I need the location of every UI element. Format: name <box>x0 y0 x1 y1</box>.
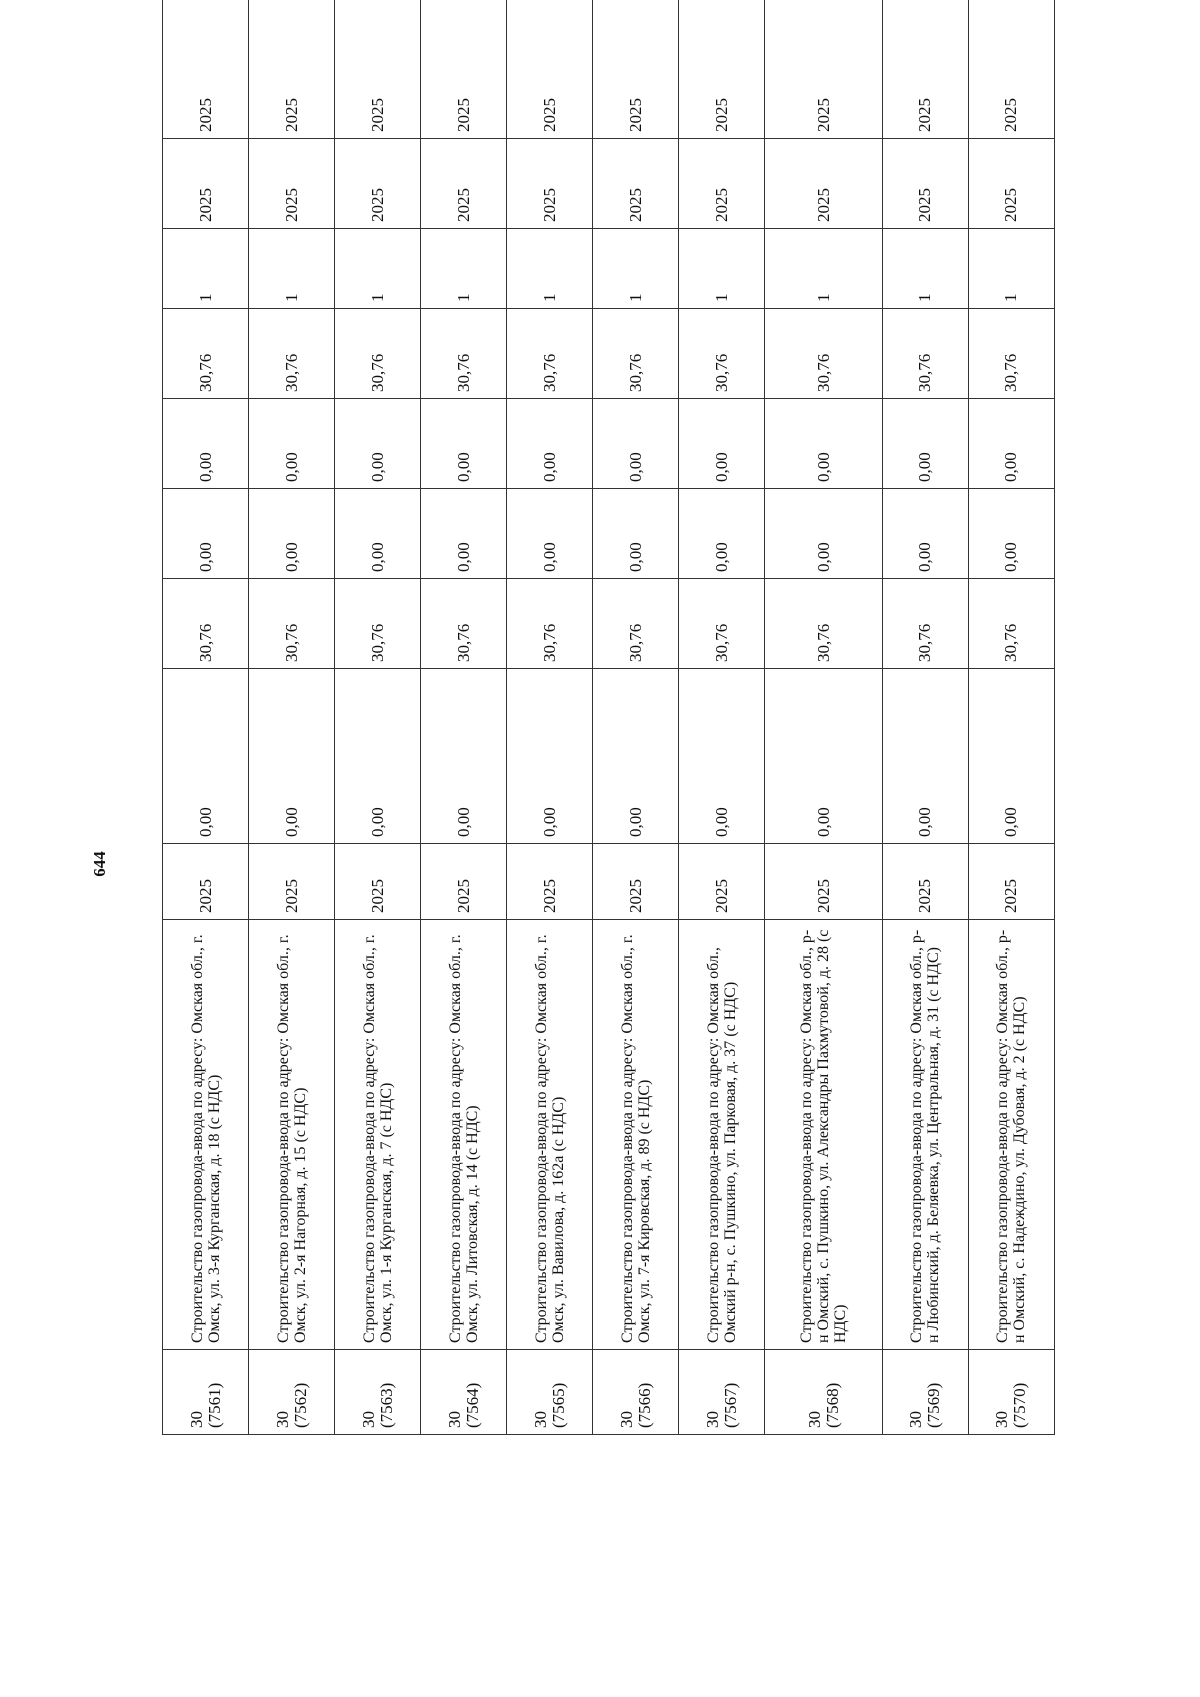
cell-qty: 1 <box>421 229 507 309</box>
cell-v4: 0,00 <box>882 399 968 489</box>
cell-qty: 1 <box>593 229 679 309</box>
cell-v3: 0,00 <box>593 489 679 579</box>
table-row <box>421 0 507 1435</box>
cell-year3: 2025 <box>507 0 593 139</box>
row-number-cell <box>765 1350 883 1435</box>
cell-v1: 0,00 <box>335 669 421 844</box>
cell-year1: 2025 <box>882 844 968 920</box>
table-row <box>679 0 765 1435</box>
cell-v3: 0,00 <box>765 489 883 579</box>
cell-name: Строительство газопровода-ввода по адресу: Омская обл., Омский р-н, с. Пушкино, ул. Парковая, д. 37 (с НДС) <box>679 920 765 1350</box>
cell-v4: 0,00 <box>163 399 249 489</box>
cell-v5: 30,76 <box>421 309 507 399</box>
cell-v1: 0,00 <box>249 669 335 844</box>
table-row <box>507 0 593 1435</box>
row-number: 30 <box>702 1411 722 1428</box>
cell-year3: 2025 <box>163 0 249 139</box>
cell-v2: 30,76 <box>765 579 883 669</box>
row-number-cell <box>593 1350 679 1435</box>
cell-v4: 0,00 <box>968 399 1054 489</box>
cell-qty: 1 <box>679 229 765 309</box>
cell-v5: 30,76 <box>593 309 679 399</box>
cell-v3: 0,00 <box>882 489 968 579</box>
row-number: 30 <box>992 1411 1012 1428</box>
cell-year2: 2025 <box>163 139 249 229</box>
table-body <box>163 0 1055 1435</box>
cell-qty: 1 <box>163 229 249 309</box>
cell-qty: 1 <box>765 229 883 309</box>
row-code: (7569) <box>924 1382 944 1428</box>
row-code: (7568) <box>822 1382 842 1428</box>
table-row <box>968 0 1054 1435</box>
cell-v1: 0,00 <box>507 669 593 844</box>
cell-v5: 30,76 <box>163 309 249 399</box>
cell-v5: 30,76 <box>882 309 968 399</box>
cell-v5: 30,76 <box>968 309 1054 399</box>
cell-v3: 0,00 <box>679 489 765 579</box>
cell-year2: 2025 <box>679 139 765 229</box>
row-number-cell <box>249 1350 335 1435</box>
cell-year2: 2025 <box>507 139 593 229</box>
cell-year3: 2025 <box>593 0 679 139</box>
cell-qty: 1 <box>249 229 335 309</box>
rotated-table-container <box>162 75 1055 1435</box>
row-number-cell <box>335 1350 421 1435</box>
cell-v2: 30,76 <box>882 579 968 669</box>
row-number-cell <box>163 1350 249 1435</box>
cell-year1: 2025 <box>163 844 249 920</box>
cell-v4: 0,00 <box>765 399 883 489</box>
cell-name: Строительство газопровода-ввода по адресу: Омская обл., г. Омск, ул. 2-я Нагорная, д. 15 (с НДС) <box>249 920 335 1350</box>
cell-v4: 0,00 <box>679 399 765 489</box>
cell-year1: 2025 <box>679 844 765 920</box>
cell-v2: 30,76 <box>421 579 507 669</box>
cell-v4: 0,00 <box>421 399 507 489</box>
cell-name: Строительство газопровода-ввода по адресу: Омская обл., г. Омск, ул. 1-я Курганская, д. 7 (с НДС) <box>335 920 421 1350</box>
cell-year3: 2025 <box>249 0 335 139</box>
cell-year3: 2025 <box>335 0 421 139</box>
cell-v4: 0,00 <box>335 399 421 489</box>
cell-year2: 2025 <box>593 139 679 229</box>
row-code: (7566) <box>634 1382 654 1428</box>
cell-v2: 30,76 <box>335 579 421 669</box>
row-code: (7563) <box>376 1382 396 1428</box>
cell-year2: 2025 <box>765 139 883 229</box>
cell-name: Строительство газопровода-ввода по адресу: Омская обл., р-н Омский, с. Пушкино, ул. Александры Пахмутовой, д. 28 (с НДС) <box>765 920 883 1350</box>
cell-name: Строительство газопровода-ввода по адресу: Омская обл., г. Омск, ул. Литовская, д. 14 (с НДС) <box>421 920 507 1350</box>
cell-name: Строительство газопровода-ввода по адресу: Омская обл., г. Омск, ул. 3-я Курганская, д. 18 (с НДС) <box>163 920 249 1350</box>
cell-v1: 0,00 <box>421 669 507 844</box>
page-number: 644 <box>90 851 109 877</box>
cell-name: Строительство газопровода-ввода по адресу: Омская обл., г. Омск, ул. 7-я Кировская, д. 89 (с НДС) <box>593 920 679 1350</box>
row-number: 30 <box>804 1411 824 1428</box>
cell-v5: 30,76 <box>679 309 765 399</box>
cell-year2: 2025 <box>421 139 507 229</box>
cell-v1: 0,00 <box>163 669 249 844</box>
cell-year3: 2025 <box>968 0 1054 139</box>
cell-v3: 0,00 <box>249 489 335 579</box>
row-code: (7564) <box>462 1382 482 1428</box>
investment-table <box>162 0 1055 1435</box>
row-number-cell <box>968 1350 1054 1435</box>
cell-v5: 30,76 <box>335 309 421 399</box>
row-code: (7562) <box>290 1382 310 1428</box>
cell-v1: 0,00 <box>765 669 883 844</box>
cell-year1: 2025 <box>507 844 593 920</box>
cell-v4: 0,00 <box>593 399 679 489</box>
cell-year3: 2025 <box>679 0 765 139</box>
cell-name: Строительство газопровода-ввода по адресу: Омская обл., г. Омск, ул. Вавилова, д. 162а (с НДС) <box>507 920 593 1350</box>
table-row <box>593 0 679 1435</box>
cell-year3: 2025 <box>421 0 507 139</box>
cell-qty: 1 <box>507 229 593 309</box>
row-code: (7567) <box>720 1382 740 1428</box>
table-row <box>249 0 335 1435</box>
cell-v4: 0,00 <box>249 399 335 489</box>
cell-qty: 1 <box>335 229 421 309</box>
table-row <box>163 0 249 1435</box>
cell-v1: 0,00 <box>679 669 765 844</box>
cell-v2: 30,76 <box>163 579 249 669</box>
cell-v3: 0,00 <box>163 489 249 579</box>
cell-v3: 0,00 <box>421 489 507 579</box>
cell-year1: 2025 <box>765 844 883 920</box>
cell-year1: 2025 <box>249 844 335 920</box>
cell-v2: 30,76 <box>679 579 765 669</box>
row-number: 30 <box>358 1411 378 1428</box>
row-code: (7565) <box>548 1382 568 1428</box>
table-row <box>335 0 421 1435</box>
row-number-cell <box>679 1350 765 1435</box>
cell-v3: 0,00 <box>968 489 1054 579</box>
cell-name: Строительство газопровода-ввода по адресу: Омская обл., р-н Омский, с. Надеждино, ул. Дубовая, д. 2 (с НДС) <box>968 920 1054 1350</box>
cell-v1: 0,00 <box>882 669 968 844</box>
row-number-cell <box>507 1350 593 1435</box>
cell-year1: 2025 <box>968 844 1054 920</box>
cell-year1: 2025 <box>593 844 679 920</box>
table-row <box>882 0 968 1435</box>
row-number: 30 <box>616 1411 636 1428</box>
cell-year2: 2025 <box>968 139 1054 229</box>
row-number: 30 <box>444 1411 464 1428</box>
cell-name: Строительство газопровода-ввода по адресу: Омская обл., р-н Любинский, д. Беляевка, ул. Центральная, д. 31 (с НДС) <box>882 920 968 1350</box>
cell-qty: 1 <box>882 229 968 309</box>
cell-v5: 30,76 <box>507 309 593 399</box>
row-code: (7570) <box>1010 1382 1030 1428</box>
cell-v1: 0,00 <box>968 669 1054 844</box>
row-number-cell <box>421 1350 507 1435</box>
cell-year2: 2025 <box>335 139 421 229</box>
row-number-cell <box>882 1350 968 1435</box>
cell-v3: 0,00 <box>507 489 593 579</box>
cell-year3: 2025 <box>882 0 968 139</box>
cell-v5: 30,76 <box>765 309 883 399</box>
row-number: 30 <box>186 1411 206 1428</box>
cell-year2: 2025 <box>249 139 335 229</box>
cell-v3: 0,00 <box>335 489 421 579</box>
cell-v2: 30,76 <box>593 579 679 669</box>
row-code: (7561) <box>204 1382 224 1428</box>
cell-qty: 1 <box>968 229 1054 309</box>
cell-v2: 30,76 <box>968 579 1054 669</box>
cell-year3: 2025 <box>765 0 883 139</box>
cell-v2: 30,76 <box>249 579 335 669</box>
cell-v5: 30,76 <box>249 309 335 399</box>
cell-year2: 2025 <box>882 139 968 229</box>
row-number: 30 <box>530 1411 550 1428</box>
cell-v4: 0,00 <box>507 399 593 489</box>
cell-v2: 30,76 <box>507 579 593 669</box>
cell-year1: 2025 <box>335 844 421 920</box>
row-number: 30 <box>272 1411 292 1428</box>
cell-year1: 2025 <box>421 844 507 920</box>
table-row <box>765 0 883 1435</box>
row-number: 30 <box>906 1411 926 1428</box>
cell-v1: 0,00 <box>593 669 679 844</box>
